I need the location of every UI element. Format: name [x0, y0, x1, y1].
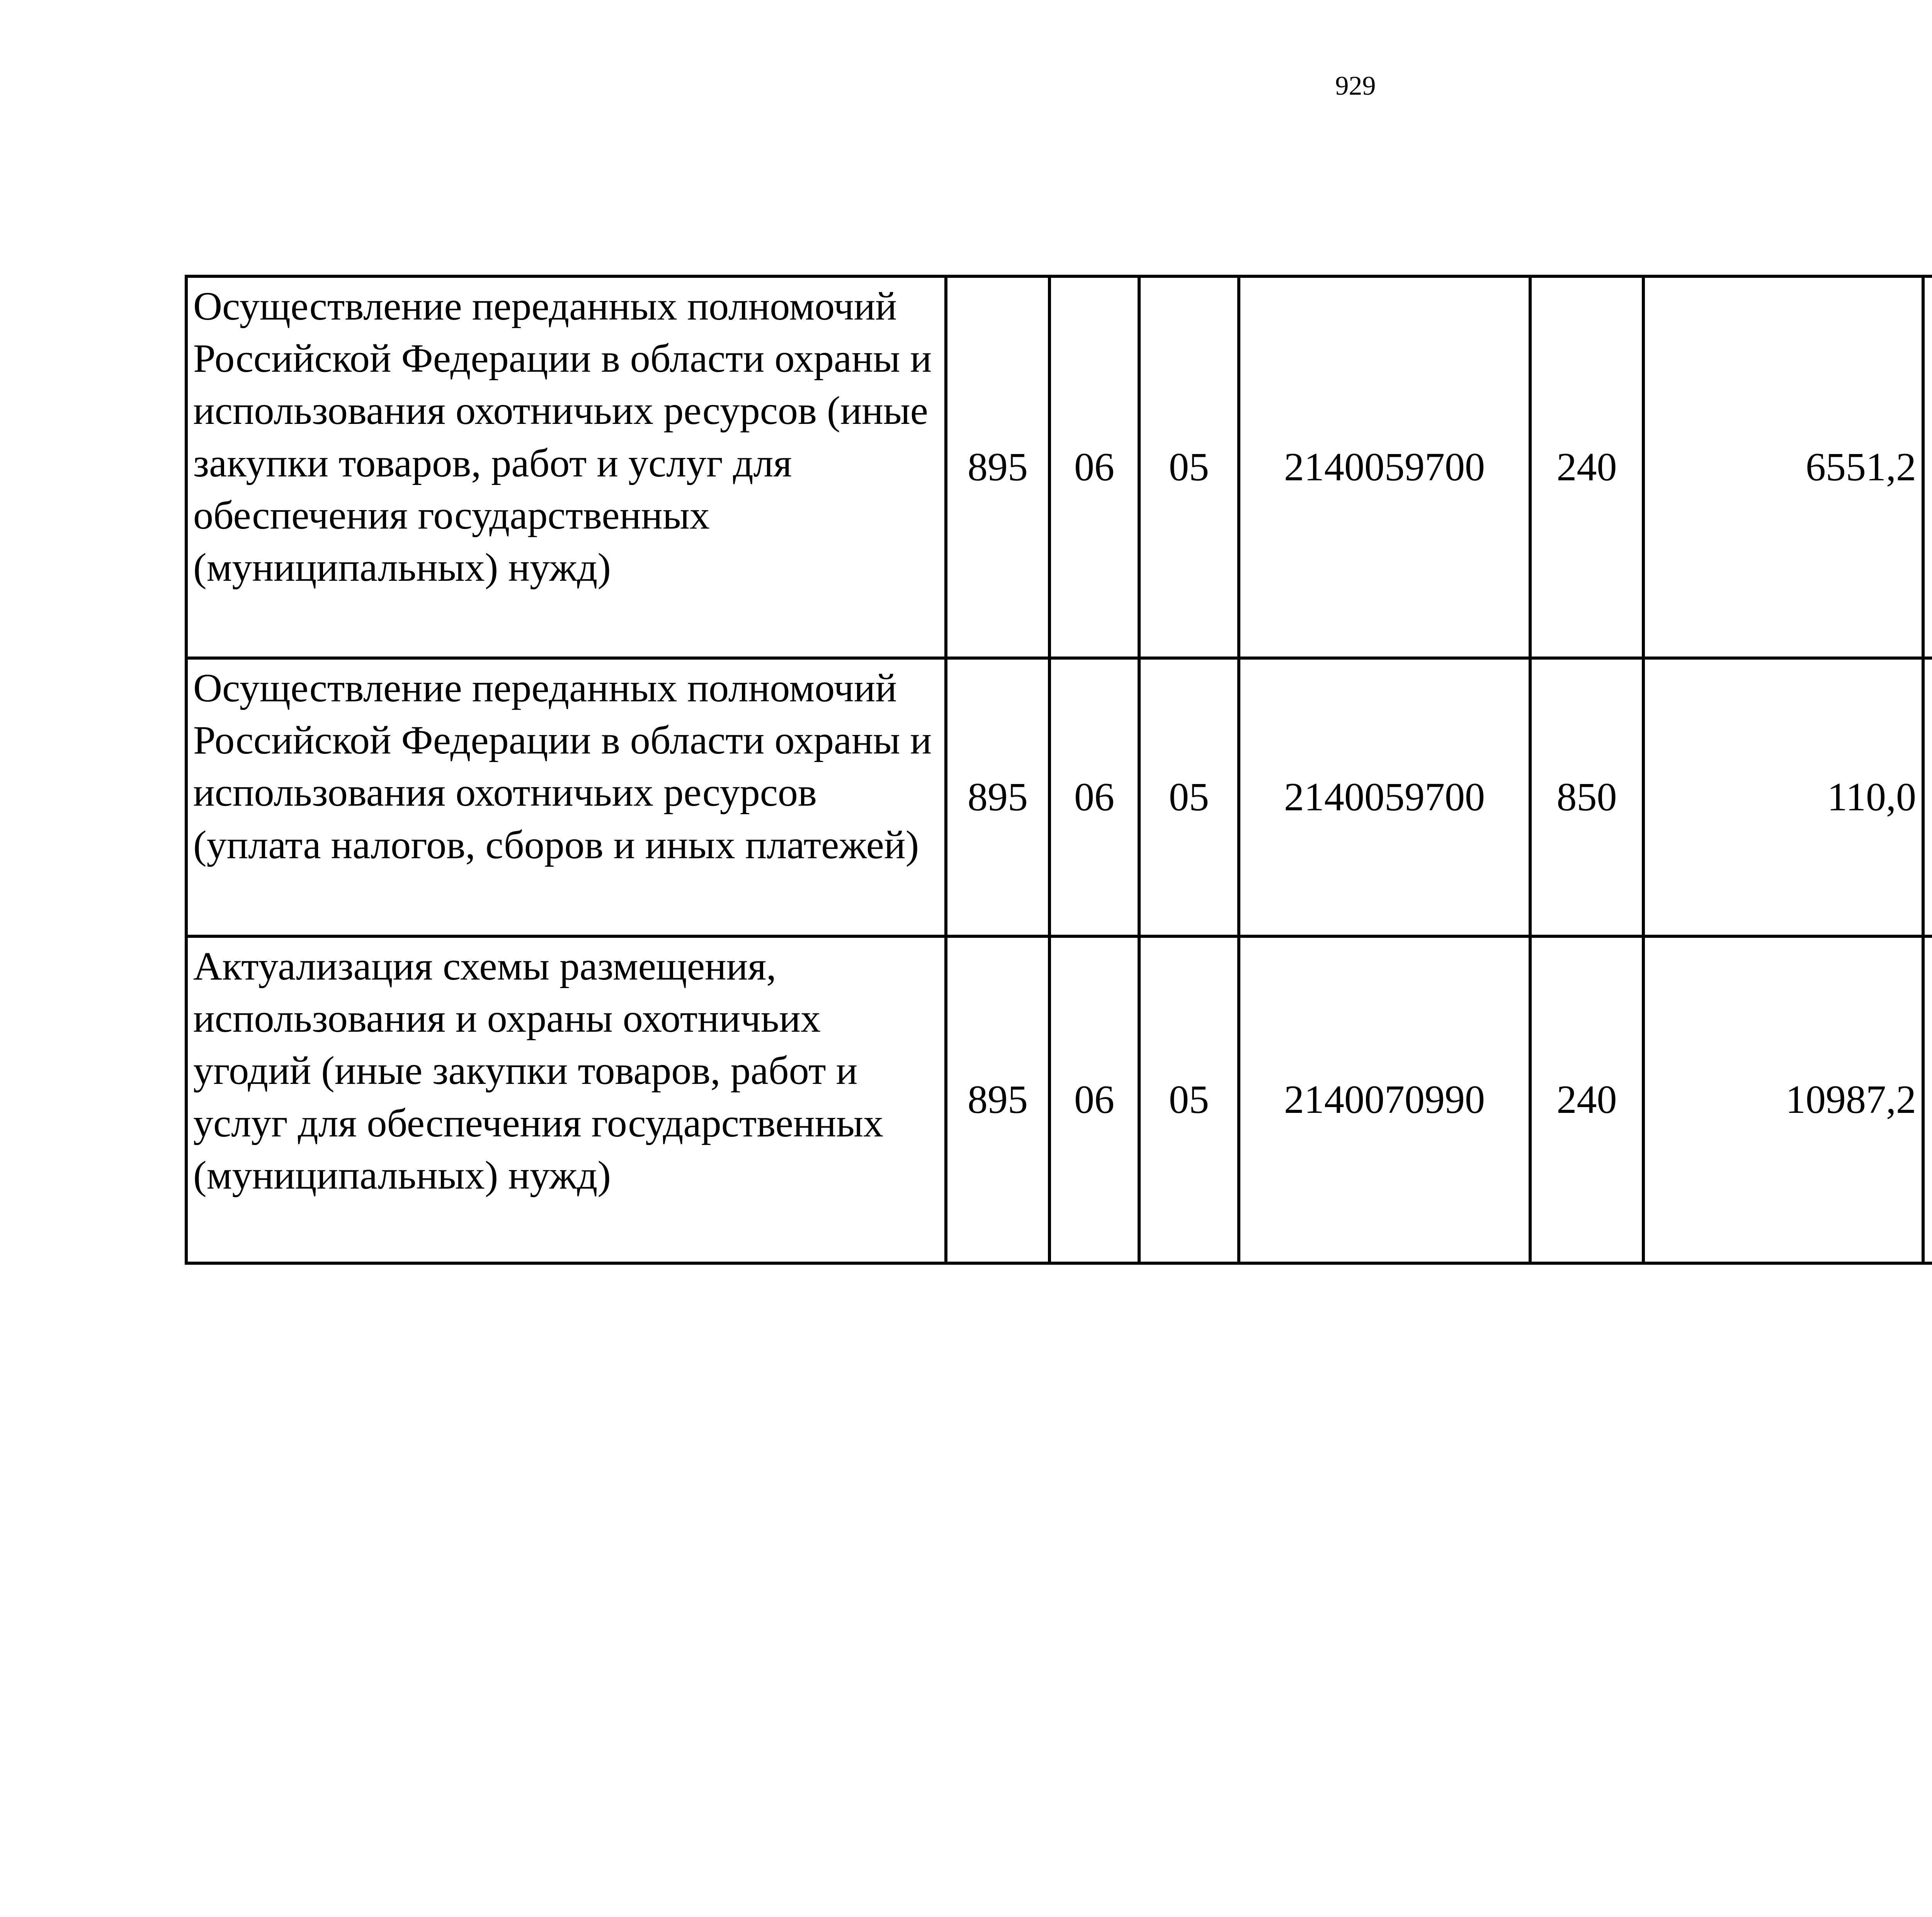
- section-code: 06: [1049, 658, 1139, 936]
- table-row: [186, 276, 1932, 658]
- row-description: Осуществление переданных полномочий Российской Федерации в области охраны и использования охотничьих ресурсов (иные закупки товаров, работ и услуг для обеспечения государственных (муниципальных) нужд): [186, 276, 946, 658]
- target-article-code: 2140059700: [1239, 658, 1530, 936]
- subsection-code: 05: [1139, 936, 1239, 1263]
- table-row: [186, 658, 1932, 936]
- expense-type-code: 240: [1530, 276, 1643, 658]
- subsection-code: 05: [1139, 658, 1239, 936]
- section-code: 06: [1049, 936, 1139, 1263]
- sum-year-1: 6551,2: [1643, 276, 1923, 658]
- sum-year-2: [1923, 658, 1932, 936]
- section-code: 06: [1049, 276, 1139, 658]
- expense-type-code: 850: [1530, 658, 1643, 936]
- sum-year-2: [1923, 936, 1932, 1263]
- ministry-code: 895: [946, 276, 1049, 658]
- expense-type-code: 240: [1530, 936, 1643, 1263]
- subsection-code: 05: [1139, 276, 1239, 658]
- sum-year-1: 110,0: [1643, 658, 1923, 936]
- target-article-code: 2140059700: [1239, 276, 1530, 658]
- ministry-code: 895: [946, 658, 1049, 936]
- table-row: [186, 936, 1932, 1263]
- sum-year-1: 10987,2: [1643, 936, 1923, 1263]
- row-description: Осуществление переданных полномочий Российской Федерации в области охраны и использования охотничьих ресурсов (уплата налогов, сборов и иных платежей): [186, 658, 946, 936]
- budget-table: [185, 275, 1932, 1265]
- ministry-code: 895: [946, 936, 1049, 1263]
- sum-year-2: [1923, 276, 1932, 658]
- page-number: 929: [1335, 71, 1376, 101]
- target-article-code: 2140070990: [1239, 936, 1530, 1263]
- row-description: Актуализация схемы размещения, использования и охраны охотничьих угодий (иные закупки товаров, работ и услуг для обеспечения государственных (муниципальных) нужд): [186, 936, 946, 1263]
